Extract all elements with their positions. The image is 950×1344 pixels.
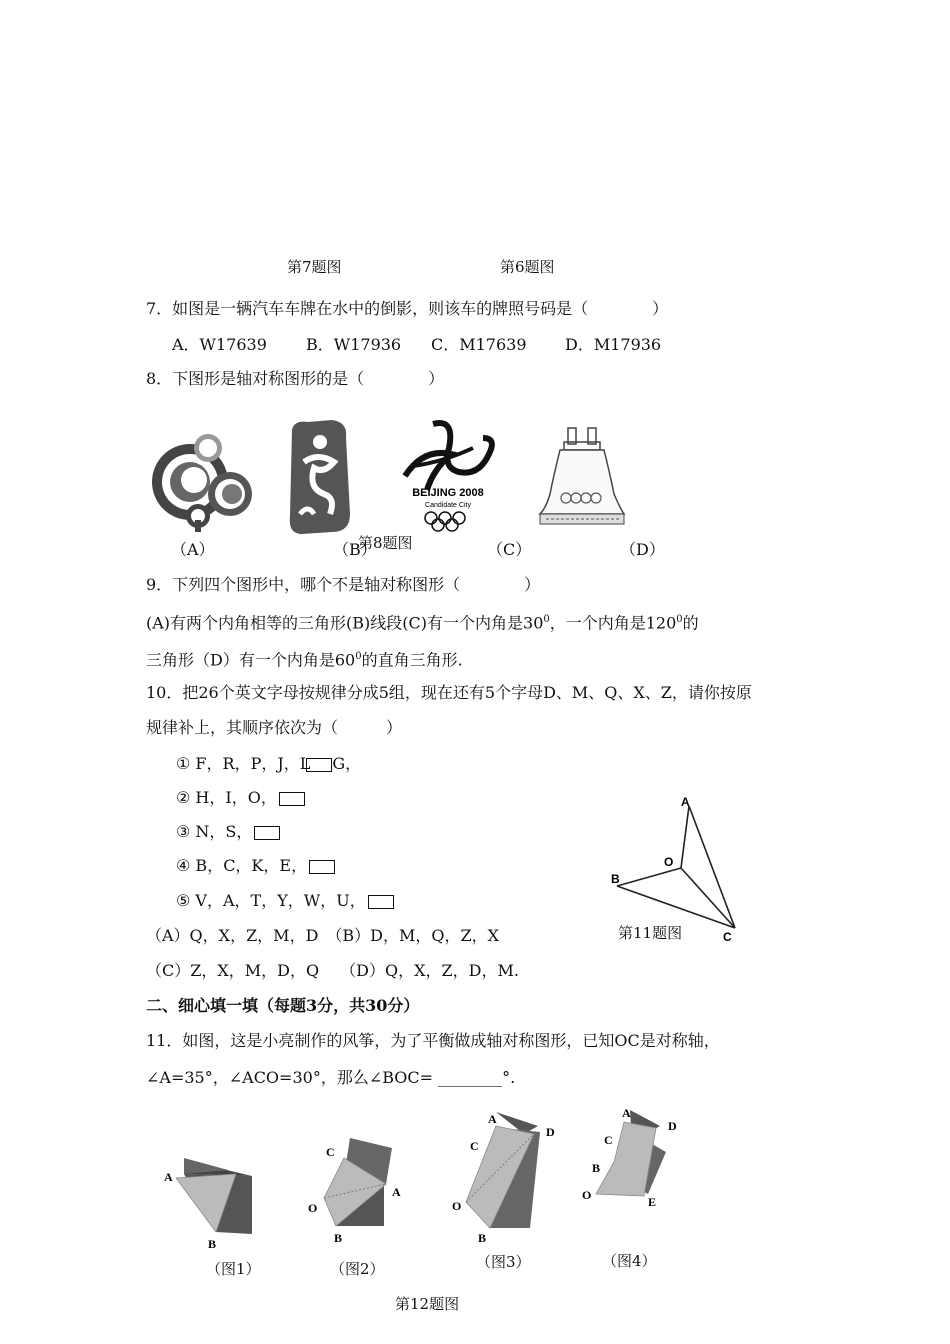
p4-label-c: C (604, 1133, 613, 1147)
fig11-label-o: O (664, 855, 674, 869)
fig11-label-a: A (681, 795, 690, 809)
p2-label-a: A (392, 1185, 401, 1199)
q8-stem: 8．下图形是轴对称图形的是（ ） (146, 369, 445, 388)
q10-line1: 10．把26个英文字母按规律分成5组，现在还有5个字母D、M、Q、X、Z，请你按原 (146, 683, 752, 702)
fig12-sub1: （图1） (206, 1260, 261, 1278)
p3-label-c: C (470, 1139, 479, 1153)
q9-line2: 三角形（D）有一个内角是$60^0$的直角三角形. (146, 650, 463, 670)
section2-heading: 二、细心填一填（每题3分，共30分） (146, 996, 420, 1015)
p2-label-o: O (308, 1201, 318, 1215)
q11-line2: ∠A=35°，∠ACO=30°，那么∠BOC= ________°. (146, 1068, 516, 1087)
p3-label-b: B (478, 1231, 487, 1245)
fig-label-b: （B） (333, 540, 377, 559)
p4-label-e: E (648, 1195, 657, 1209)
fig11-caption: 第11题图 (618, 924, 683, 942)
p2-label-c: C (326, 1145, 335, 1159)
logo-subtext: Candidate City (425, 502, 471, 509)
p3-label-a: A (488, 1112, 497, 1126)
q7-option-d: D．M17936 (565, 335, 662, 354)
q7-option-b: B．W17936 (306, 335, 402, 354)
fig11-label-b: B (611, 872, 620, 886)
q10-group-3: ③ N，S， (176, 822, 280, 842)
q11-line1: 11．如图，这是小亮制作的风筝，为了平衡做成轴对称图形，已知OC是对称轴， (146, 1031, 720, 1050)
fig12-sub2: （图2） (330, 1260, 385, 1278)
q10-group-2: ② H，I，O， (176, 788, 305, 808)
fig12-panel-3 (450, 1106, 570, 1246)
q10-options-row1: （A）Q，X，Z，M，D （B）D，M，Q，Z，X (146, 926, 499, 945)
fig12-caption: 第12题图 (395, 1295, 460, 1313)
fig-label-a: （A） (171, 540, 215, 559)
q10-options-row2: （C）Z，X，M，D，Q （D）Q，X，Z，D，M. (146, 961, 519, 980)
figure-d-bell (536, 424, 628, 532)
fig7-caption: 第7题图 (287, 258, 342, 276)
q10-group-5: ⑤ V，A，T，Y，W，U， (176, 891, 394, 911)
q9-line1: (A)有两个内角相等的三角形(B)线段(C)有一个内角是$30^0$，一个内角是$120^0$的 (146, 613, 699, 633)
fig8-caption: 第8题图 (358, 534, 413, 552)
fig11-label-c: C (723, 930, 732, 944)
p3-label-d: D (546, 1125, 555, 1139)
fig12-sub3: （图3） (476, 1253, 531, 1271)
p1-label-a: A (164, 1170, 173, 1184)
figure-c-logo (393, 418, 503, 536)
p4-label-a: A (622, 1106, 631, 1120)
p4-label-d: D (668, 1119, 677, 1133)
q7-stem: 7．如图是一辆汽车车牌在水中的倒影，则该车的牌照号码是（ ） (146, 299, 669, 318)
p4-label-b: B (592, 1161, 601, 1175)
figure-b-seal (284, 418, 354, 536)
q7-option-a: A．W17639 (172, 335, 267, 354)
fig-label-c: （C） (487, 540, 532, 559)
p2-label-b: B (334, 1231, 343, 1245)
fig12-panel-1 (160, 1150, 260, 1254)
q10-group-1: ① F，R，P，J，L G， (176, 754, 362, 773)
fig11-kite (605, 792, 755, 944)
q10-group-4: ④ B，C，K，E， (176, 856, 335, 876)
fig12-sub4: （图4） (602, 1252, 657, 1270)
figure-a-emblem (146, 420, 258, 532)
p1-label-b: B (208, 1237, 217, 1251)
fig6-caption: 第6题图 (500, 258, 555, 276)
p4-label-o: O (582, 1188, 592, 1202)
p3-label-o: O (452, 1199, 462, 1213)
q10-line2: 规律补上，其顺序依次为（ ） (146, 718, 403, 737)
fig12-panel-2 (306, 1134, 406, 1246)
logo-text: BEIJING 2008 (412, 487, 484, 499)
q9-stem: 9．下列四个图形中，哪个不是轴对称图形（ ） (146, 575, 541, 594)
fig-label-d: （D） (620, 540, 665, 559)
fig12-panel-4 (580, 1102, 690, 1214)
q7-option-c: C．M17639 (431, 335, 527, 354)
